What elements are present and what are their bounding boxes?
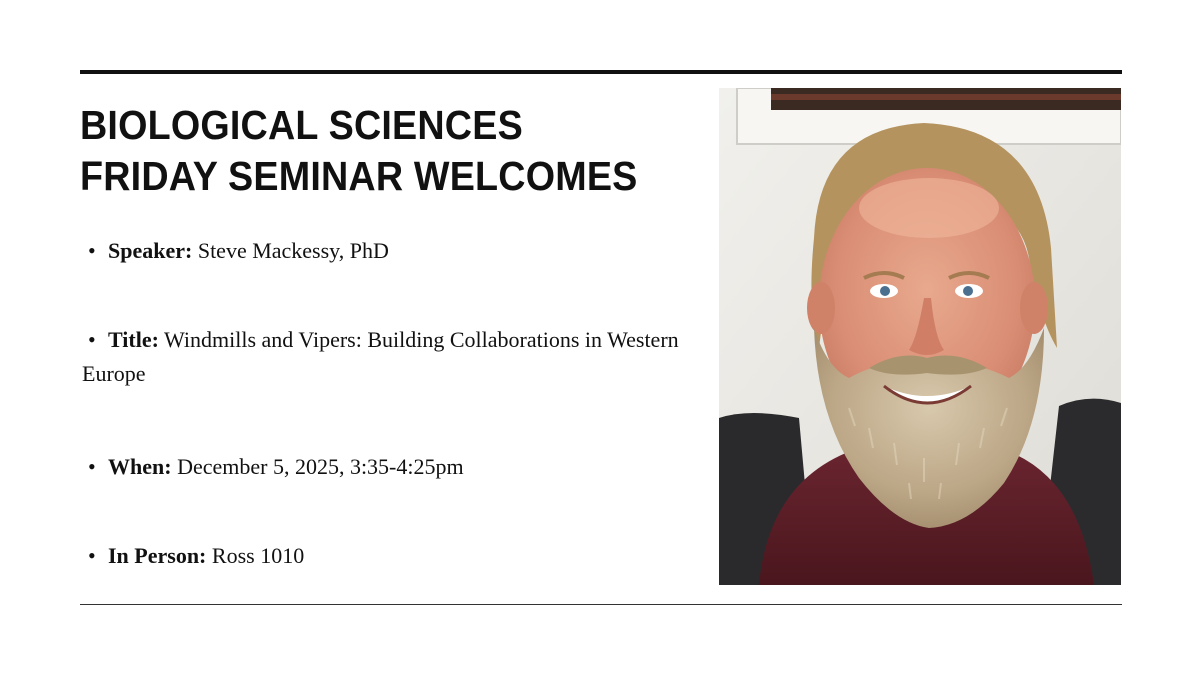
- speaker-value: Steve Mackessy, PhD: [197, 238, 389, 263]
- in-person-detail: [82, 539, 702, 573]
- headline-line-1: BIOLOGICAL SCIENCES: [80, 102, 523, 148]
- bullet: •: [88, 543, 96, 568]
- in-person-value: Ross 1010: [211, 543, 305, 568]
- headline: [80, 100, 669, 202]
- speaker-label: Speaker:: [108, 238, 193, 263]
- when-detail: [82, 450, 702, 484]
- in-person-label: In Person:: [108, 543, 207, 568]
- speaker-detail: [82, 234, 702, 268]
- title-detail: [82, 323, 702, 391]
- top-rule: [80, 70, 1122, 74]
- bullet: •: [88, 238, 96, 263]
- title-label: Title:: [108, 327, 159, 352]
- bullet: •: [88, 327, 96, 352]
- headline-line-2: FRIDAY SEMINAR WELCOMES: [80, 153, 638, 199]
- when-value: December 5, 2025, 3:35-4:25pm: [177, 454, 464, 479]
- speaker-portrait: [719, 88, 1121, 585]
- title-value: Windmills and Vipers: Building Collaborations in Western Europe: [82, 327, 679, 386]
- bullet: •: [88, 454, 96, 479]
- bottom-rule: [80, 604, 1122, 605]
- when-label: When:: [108, 454, 172, 479]
